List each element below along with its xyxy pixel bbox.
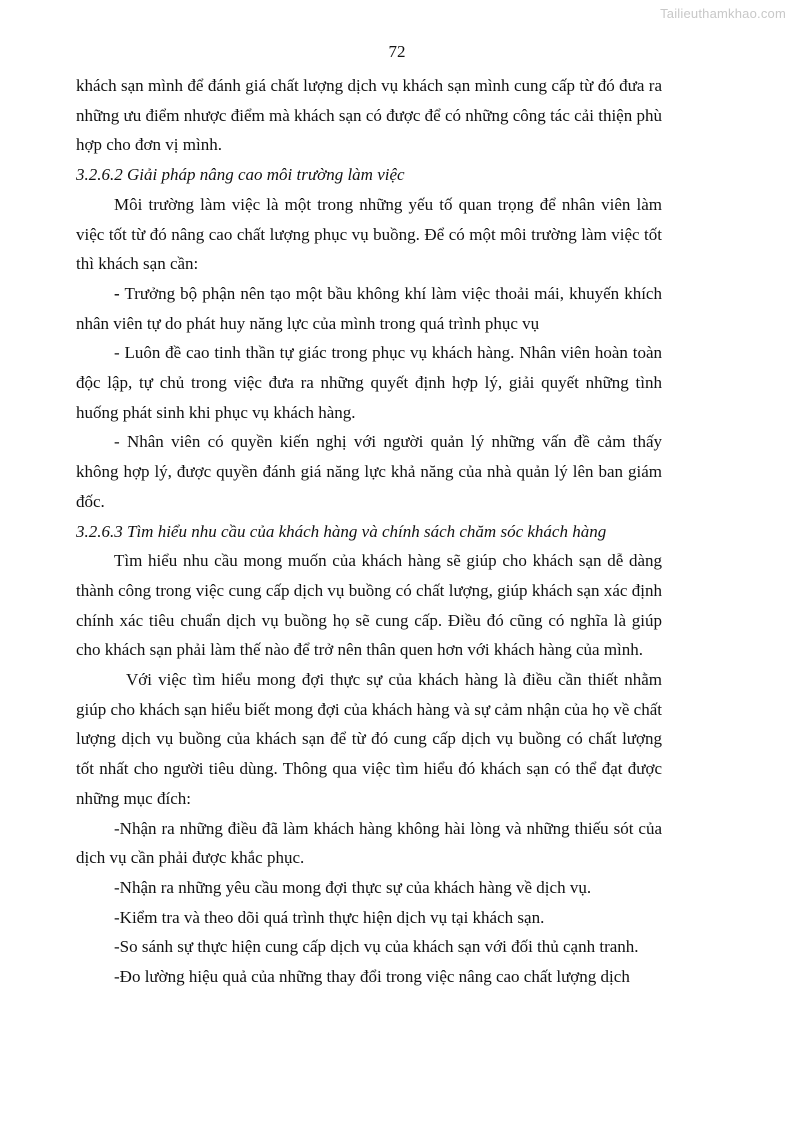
bullet-text: Trưởng bộ phận nên tạo một bầu không khí làm việc thoải mái, khuyến khích nhân viên tự do phát huy năng lực của mình trong quá trình phục vụ [76,283,662,333]
document-body [76,71,662,992]
paragraph: Môi trường làm việc là một trong những yếu tố quan trọng để nhân viên làm việc tốt từ đó nâng cao chất lượng phục vụ buồng. Để có một môi trường làm việc tốt thì khách sạn cần: [76,194,662,274]
section-heading: 3.2.6.3 Tìm hiểu nhu cầu của khách hàng và chính sách chăm sóc khách hàng [76,521,607,541]
bullet-item [76,279,662,338]
paragraph: Với việc tìm hiểu mong đợi thực sự của khách hàng là điều cần thiết nhằm giúp cho khách sạn hiểu biết mong đợi của khách hàng và sự cảm nhận của họ về chất lượng dịch vụ buồng của khách sạn để từ đó cung cấp dịch vụ buồng có chất lượng tốt nhất cho người tiêu dùng. Thông qua việc tìm hiểu đó khách sạn có thể đạt được những mục đích: [76,670,662,808]
bullet-item: -Nhận ra những điều đã làm khách hàng không hài lòng và những thiếu sót của dịch vụ cần phải được khắc phục. [76,818,662,868]
bullet-item: -So sánh sự thực hiện cung cấp dịch vụ của khách sạn với đối thủ cạnh tranh. [114,937,639,957]
bullet-item: -Kiểm tra và theo dõi quá trình thực hiện dịch vụ tại khách sạn. [114,907,545,927]
bullet-item: - Luôn đề cao tinh thần tự giác trong phục vụ khách hàng. Nhân viên hoàn toàn độc lập, tự chủ trong việc đưa ra những quyết định hợp lý, giải quyết những tình huống phát sinh khi phục vụ khách hàng. [76,343,662,422]
paragraph: Tìm hiểu nhu cầu mong muốn của khách hàng sẽ giúp cho khách sạn dễ dàng thành công trong việc cung cấp dịch vụ buồng có chất lượng, giúp khách sạn xác định chính xác tiêu chuẩn dịch vụ buồng họ sẽ cung cấp. Điều đó cũng có nghĩa là giúp cho khách sạn phải làm thế nào để trở nên thân quen hơn với khách hàng của mình. [76,551,662,660]
bullet-item: -Nhận ra những yêu cầu mong đợi thực sự của khách hàng về dịch vụ. [114,877,592,897]
paragraph: khách sạn mình để đánh giá chất lượng dịch vụ khách sạn mình cung cấp từ đó đưa ra những ưu điểm nhược điểm mà khách sạn có được để có những công tác cải thiện phù hợp cho đơn vị mình. [76,76,662,155]
bullet-item: - Nhân viên có quyền kiến nghị với người quản lý những vấn đề cảm thấy không hợp lý, được quyền đánh giá năng lực khả năng của nhà quản lý lên ban giám đốc. [76,432,662,511]
page-number: 72 [388,42,406,61]
watermark: Tailieuthamkhao.com [660,6,786,21]
section-heading: 3.2.6.2 Giải pháp nâng cao môi trường làm việc [76,165,405,185]
bullet-dash: - [114,283,120,303]
bullet-item: -Đo lường hiệu quả của những thay đổi trong việc nâng cao chất lượng dịch [114,967,630,987]
